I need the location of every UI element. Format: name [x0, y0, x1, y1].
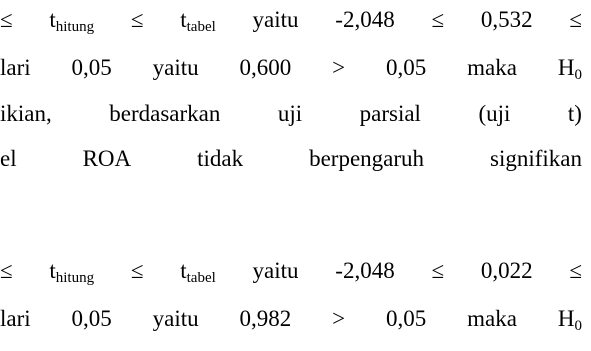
- word: parsial: [359, 101, 421, 126]
- word: yaitu: [152, 306, 199, 331]
- word: ikian,: [0, 101, 52, 126]
- leq-symbol: ≤: [0, 258, 13, 283]
- word: tidak: [197, 146, 244, 171]
- value: 0,982: [239, 306, 292, 331]
- word: lari: [0, 55, 31, 80]
- gt-symbol: >: [332, 55, 346, 80]
- leq-symbol: ≤: [569, 258, 582, 283]
- word: (uji: [478, 101, 511, 126]
- value: 0,05: [71, 55, 112, 80]
- leq-symbol: ≤: [130, 7, 144, 32]
- leq-symbol: ≤: [0, 7, 13, 32]
- word: berpengaruh: [309, 146, 425, 171]
- text-line: [0, 53, 582, 83]
- text-line: [0, 5, 582, 35]
- word: yaitu: [252, 258, 299, 283]
- value: -2,048: [335, 258, 395, 283]
- t-hitung: $t_{hitung}$: [49, 258, 95, 286]
- word: el: [0, 146, 17, 171]
- word: yaitu: [252, 7, 299, 32]
- word: maka: [467, 55, 517, 80]
- leq-symbol: ≤: [431, 7, 445, 32]
- value: 0,022: [480, 258, 533, 283]
- text-line: [0, 256, 582, 286]
- value: 0,05: [71, 306, 112, 331]
- word: lari: [0, 306, 31, 331]
- t-tabel: $t_{tabel}$: [180, 7, 216, 35]
- word: yaitu: [152, 55, 199, 80]
- value: 0,05: [386, 55, 427, 80]
- leq-symbol: ≤: [431, 258, 445, 283]
- word: t): [567, 101, 582, 126]
- gt-symbol: >: [332, 306, 346, 331]
- h0-symbol: $H_0$: [557, 55, 582, 83]
- value: 0,532: [480, 7, 533, 32]
- text-line: [0, 144, 582, 174]
- text-line: [0, 304, 582, 334]
- word: berdasarkan: [109, 101, 221, 126]
- word: maka: [467, 306, 517, 331]
- word: signifikan: [490, 146, 582, 171]
- text-line: [0, 99, 582, 129]
- leq-symbol: ≤: [130, 258, 144, 283]
- t-hitung: $t_{hitung}$: [49, 7, 95, 35]
- h0-symbol: $H_0$: [557, 306, 582, 334]
- word: uji: [277, 101, 303, 126]
- t-tabel: $t_{tabel}$: [180, 258, 216, 286]
- value: 0,05: [386, 306, 427, 331]
- leq-symbol: ≤: [569, 7, 582, 32]
- word: ROA: [82, 146, 132, 171]
- value: -2,048: [335, 7, 395, 32]
- value: 0,600: [239, 55, 292, 80]
